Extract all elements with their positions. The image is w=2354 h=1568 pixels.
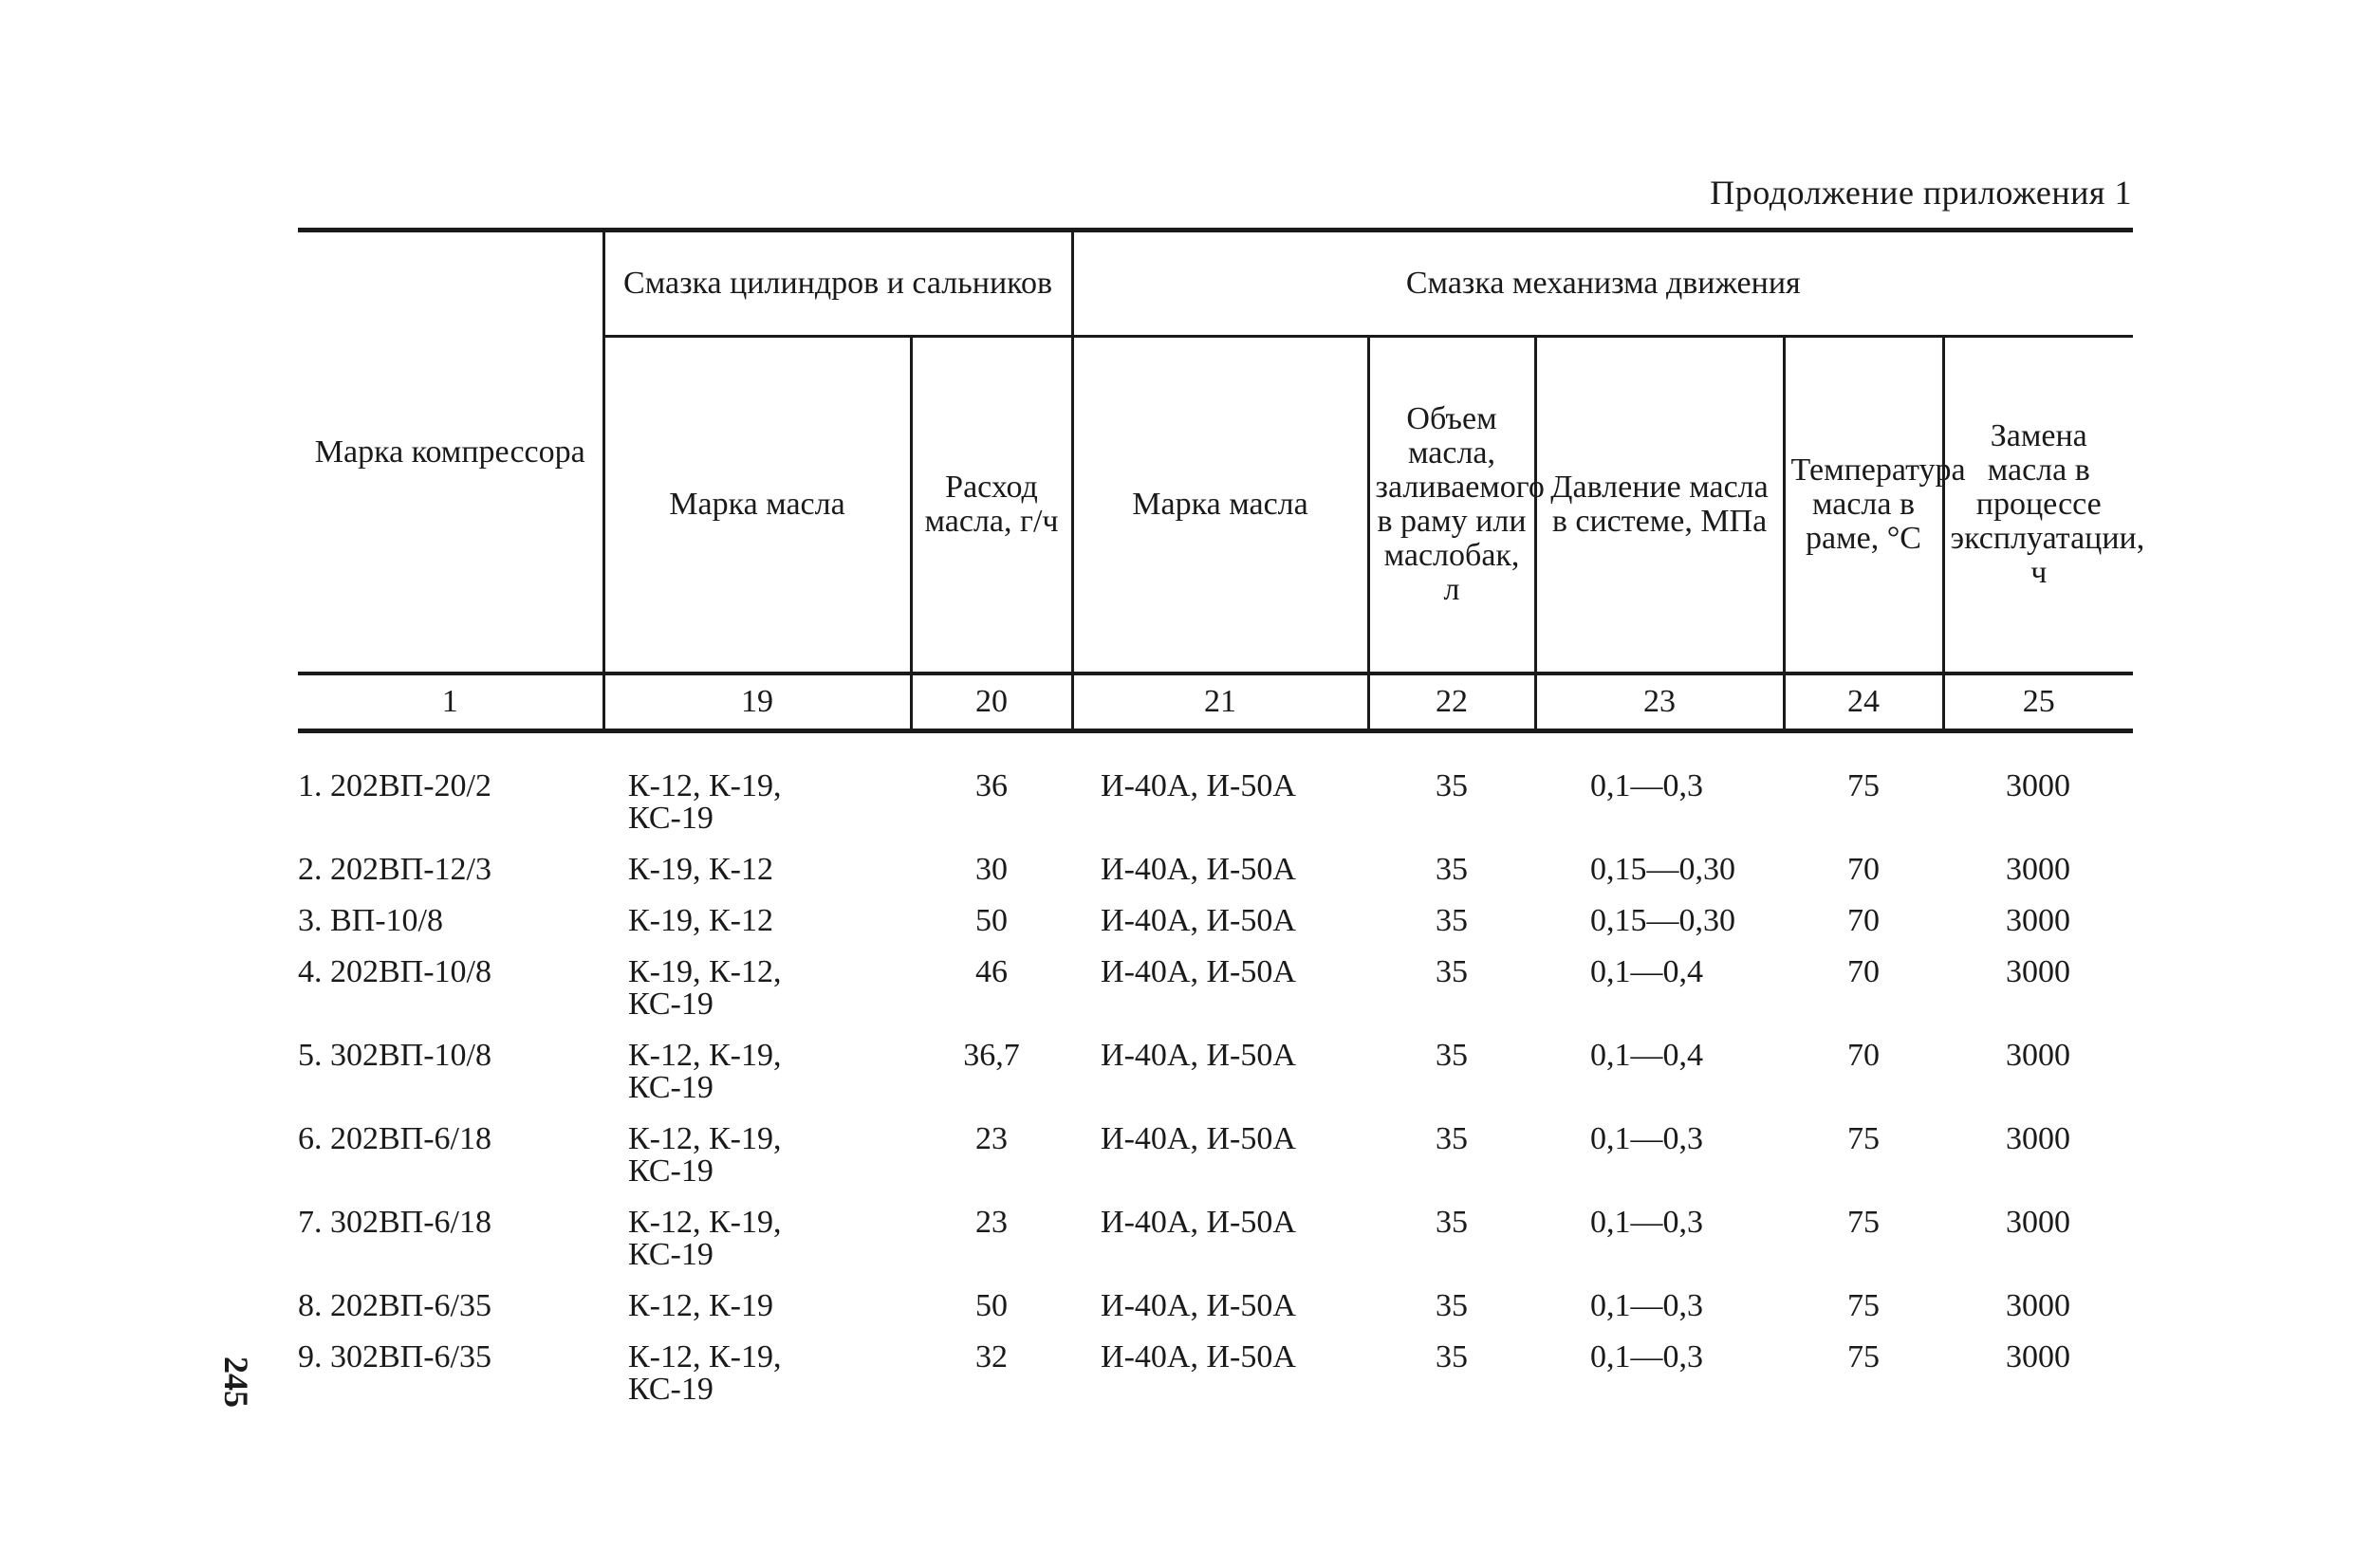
cylinder-oil-line: К-12, К-19,	[628, 1121, 782, 1156]
compressor-model-cell: 6. 202ВП-6/18	[298, 1121, 491, 1156]
oil-consumption-cell: 36,7	[963, 1038, 1020, 1073]
compressor-lubrication-table	[298, 228, 2145, 1414]
oil-volume-cell: 35	[1436, 903, 1469, 938]
oil-temperature-cell: 70	[1847, 903, 1881, 938]
cylinder-oil-line: К-12, К-19,	[628, 1205, 782, 1240]
cylinder-oil-cell	[603, 1196, 911, 1280]
oil-pressure-cell: 0,15—0,30	[1590, 903, 1736, 938]
oil-pressure-cell: 0,1—0,3	[1590, 1339, 1704, 1374]
oil-consumption-cell: 46	[975, 954, 1008, 989]
cylinder-oil-cell	[603, 1029, 911, 1113]
oil-volume-cell: 35	[1436, 1121, 1469, 1156]
oil-volume-cell: 35	[1436, 1288, 1469, 1323]
compressor-model-cell: 5. 302ВП-10/8	[298, 1038, 491, 1073]
oil-volume-cell: 35	[1436, 852, 1469, 887]
oil-replacement-cell: 3000	[2006, 1205, 2071, 1240]
mechanism-oil-cell: И-40А, И-50А	[1101, 954, 1296, 989]
cylinder-oil-line: К-19, К-12	[628, 852, 773, 887]
oil-replacement-cell: 3000	[2006, 768, 2071, 803]
header-mechanism-lubrication-group: Смазка механизма движения	[1072, 231, 2133, 337]
oil-temperature-cell: 70	[1847, 852, 1881, 887]
oil-pressure-cell: 0,1—0,3	[1590, 1205, 1704, 1240]
cylinder-oil-line: КС-19	[628, 1372, 714, 1407]
header-mechanism-oil-brand: Марка масла	[1072, 337, 1368, 674]
cylinder-oil-line: КС-19	[628, 1070, 714, 1105]
oil-volume-cell: 35	[1436, 1339, 1469, 1374]
header-oil-consumption: Расход масла, г/ч	[911, 337, 1072, 674]
cylinder-oil-line: К-19, К-12,	[628, 954, 782, 989]
column-number: 22	[1368, 673, 1535, 731]
header-oil-temperature: Температура масла в раме, °С	[1784, 337, 1943, 674]
oil-replacement-cell: 3000	[2006, 1288, 2071, 1323]
column-number: 20	[911, 673, 1072, 731]
compressor-model-cell: 3. ВП-10/8	[298, 903, 443, 938]
table-row	[298, 946, 2133, 1029]
cylinder-oil-cell	[603, 946, 911, 1029]
table-row	[298, 895, 2133, 946]
mechanism-oil-cell: И-40А, И-50А	[1101, 903, 1296, 938]
oil-replacement-cell: 3000	[2006, 1121, 2071, 1156]
cylinder-oil-cell	[603, 1280, 911, 1331]
cylinder-oil-cell	[603, 731, 911, 844]
cylinder-oil-line: КС-19	[628, 1237, 714, 1272]
compressor-model-cell: 2. 202ВП-12/3	[298, 852, 491, 887]
oil-volume-cell: 35	[1436, 954, 1469, 989]
column-number: 1	[298, 673, 603, 731]
header-compressor-model: Марка компрессора	[298, 231, 603, 674]
oil-temperature-cell: 75	[1847, 1205, 1881, 1240]
appendix-caption: Продолжение приложения 1	[1710, 174, 2132, 212]
oil-volume-cell: 35	[1436, 768, 1469, 803]
oil-pressure-cell: 0,15—0,30	[1590, 852, 1736, 887]
compressor-model-cell: 4. 202ВП-10/8	[298, 954, 491, 989]
header-oil-pressure: Давление масла в системе, МПа	[1535, 337, 1784, 674]
compressor-model-cell: 1. 202ВП-20/2	[298, 768, 491, 803]
cylinder-oil-line: КС-19	[628, 1153, 714, 1189]
header-cylinder-oil-brand: Марка масла	[603, 337, 911, 674]
oil-replacement-cell: 3000	[2006, 1339, 2071, 1374]
header-oil-replacement: Замена масла в процессе эксплуатации, ч	[1943, 337, 2133, 674]
table-row	[298, 731, 2133, 844]
oil-consumption-cell: 50	[975, 1288, 1008, 1323]
oil-replacement-cell: 3000	[2006, 903, 2071, 938]
mechanism-oil-cell: И-40А, И-50А	[1101, 852, 1296, 887]
header-oil-volume: Объем масла, заливаемого в раму или маслобак, л	[1368, 337, 1535, 674]
table-row	[298, 1113, 2133, 1196]
header-cylinder-lubrication-group: Смазка цилиндров и сальников	[603, 231, 1072, 337]
cylinder-oil-line: К-12, К-19,	[628, 1339, 782, 1374]
oil-pressure-cell: 0,1—0,4	[1590, 954, 1704, 989]
oil-volume-cell: 35	[1436, 1205, 1469, 1240]
cylinder-oil-cell	[603, 1113, 911, 1196]
oil-consumption-cell: 32	[975, 1339, 1008, 1374]
column-number: 24	[1784, 673, 1943, 731]
cylinder-oil-line: КС-19	[628, 801, 714, 836]
table-row	[298, 843, 2133, 895]
mechanism-oil-cell: И-40А, И-50А	[1101, 1339, 1296, 1374]
oil-volume-cell: 35	[1436, 1038, 1469, 1073]
column-number: 23	[1535, 673, 1784, 731]
compressor-model-cell: 9. 302ВП-6/35	[298, 1339, 491, 1374]
oil-replacement-cell: 3000	[2006, 1038, 2071, 1073]
cylinder-oil-cell	[603, 895, 911, 946]
oil-pressure-cell: 0,1—0,3	[1590, 768, 1704, 803]
oil-replacement-cell: 3000	[2006, 954, 2071, 989]
oil-consumption-cell: 30	[975, 852, 1008, 887]
mechanism-oil-cell: И-40А, И-50А	[1101, 1038, 1296, 1073]
cylinder-oil-line: К-12, К-19,	[628, 768, 782, 803]
mechanism-oil-cell: И-40А, И-50А	[1101, 768, 1296, 803]
column-number: 19	[603, 673, 911, 731]
compressor-model-cell: 8. 202ВП-6/35	[298, 1288, 491, 1323]
oil-pressure-cell: 0,1—0,3	[1590, 1121, 1704, 1156]
cylinder-oil-line: К-12, К-19,	[628, 1038, 782, 1073]
table-row	[298, 1196, 2133, 1280]
table-body	[298, 731, 2133, 1415]
mechanism-oil-cell: И-40А, И-50А	[1101, 1121, 1296, 1156]
oil-temperature-cell: 70	[1847, 954, 1881, 989]
oil-consumption-cell: 50	[975, 903, 1008, 938]
page-number: 245	[217, 1356, 255, 1408]
cylinder-oil-line: К-12, К-19	[628, 1288, 773, 1323]
oil-replacement-cell: 3000	[2006, 852, 2071, 887]
oil-temperature-cell: 70	[1847, 1038, 1881, 1073]
cylinder-oil-cell	[603, 1331, 911, 1414]
oil-consumption-cell: 36	[975, 768, 1008, 803]
column-number: 21	[1072, 673, 1368, 731]
oil-consumption-cell: 23	[975, 1205, 1008, 1240]
oil-temperature-cell: 75	[1847, 1339, 1881, 1374]
cylinder-oil-cell	[603, 843, 911, 895]
oil-consumption-cell: 23	[975, 1121, 1008, 1156]
oil-temperature-cell: 75	[1847, 1288, 1881, 1323]
oil-temperature-cell: 75	[1847, 768, 1881, 803]
compressor-model-cell: 7. 302ВП-6/18	[298, 1205, 491, 1240]
oil-pressure-cell: 0,1—0,3	[1590, 1288, 1704, 1323]
oil-pressure-cell: 0,1—0,4	[1590, 1038, 1704, 1073]
mechanism-oil-cell: И-40А, И-50А	[1101, 1288, 1296, 1323]
table-row	[298, 1331, 2133, 1414]
oil-temperature-cell: 75	[1847, 1121, 1881, 1156]
table-row	[298, 1029, 2133, 1113]
table-row	[298, 1280, 2133, 1331]
column-number-row	[298, 673, 2133, 731]
cylinder-oil-line: К-19, К-12	[628, 903, 773, 938]
mechanism-oil-cell: И-40А, И-50А	[1101, 1205, 1296, 1240]
cylinder-oil-line: КС-19	[628, 987, 714, 1022]
column-number: 25	[1943, 673, 2133, 731]
